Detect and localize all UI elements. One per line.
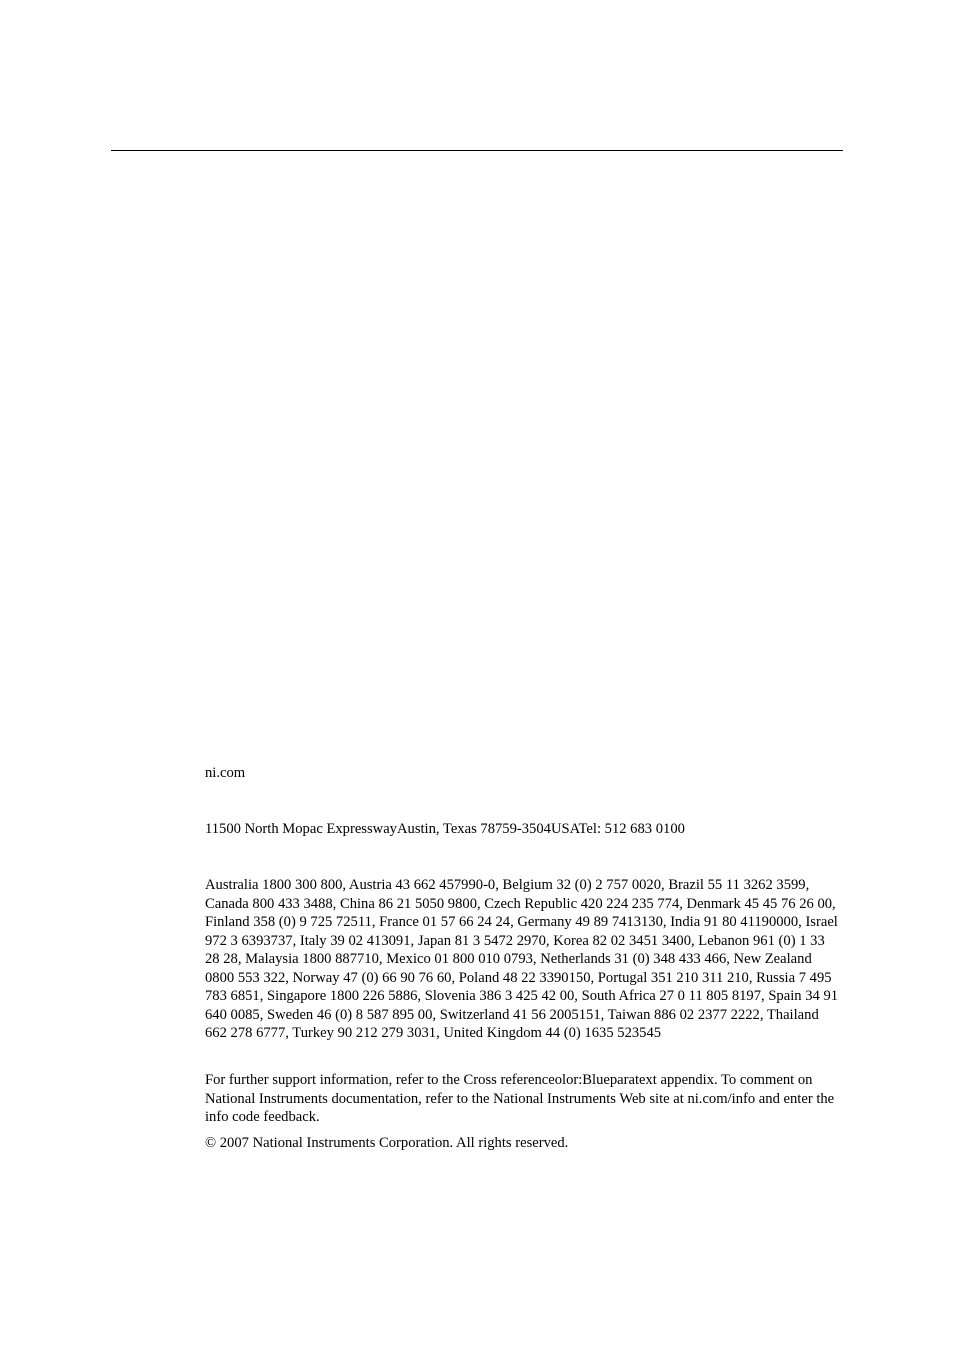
support-information: For further support information, refer to the Cross referenceolor:Blueparatext appendix. To comment on National Instruments documentation, refer to the National Instruments Web site at ni.com/info and enter the info code feedback. bbox=[205, 1072, 835, 1125]
top-divider bbox=[111, 150, 843, 151]
headquarters-address: 11500 North Mopac ExpresswayAustin, Texas 78759-3504USATel: 512 683 0100 bbox=[205, 821, 685, 837]
website-text: ni.com bbox=[205, 765, 246, 781]
copyright-notice: © 2007 National Instruments Corporation. All rights reserved. bbox=[205, 1135, 569, 1151]
branch-offices-list: Australia 1800 300 800, Austria 43 662 457990-0, Belgium 32 (0) 2 757 0020, Brazil 55 11 3262 3599, Canada 800 433 3488, China 86 21 5050 9800, Czech Republic 420 224 235 774, Denmark 45 45 76 26 00, Finland 358 (0) 9 725 72511, France 01 57 66 24 24, Germany 49 89 7413130, India 91 80 41190000, Israel 972 3 6393737, Italy 39 02 413091, Japan 81 3 5472 2970, Korea 82 02 3451 3400, Lebanon 961 (0) 1 33 28 28, Malaysia 1800 887710, Mexico 01 800 010 0793, Netherlands 31 (0) 348 433 466, New Zealand 0800 553 322, Norway 47 (0) 66 90 76 60, Poland 48 22 3390150, Portugal 351 210 311 210, Russia 7 495 783 6851, Singapore 1800 226 5886, Slovenia 386 3 425 42 00, South Africa 27 0 11 805 8197, Spain 34 91 640 0085, Sweden 46 (0) 8 587 895 00, Switzerland 41 56 2005151, Taiwan 886 02 2377 2222, Thailand 662 278 6777, Turkey 90 212 279 3031, United Kingdom 44 (0) 1635 523545 bbox=[205, 877, 839, 1041]
